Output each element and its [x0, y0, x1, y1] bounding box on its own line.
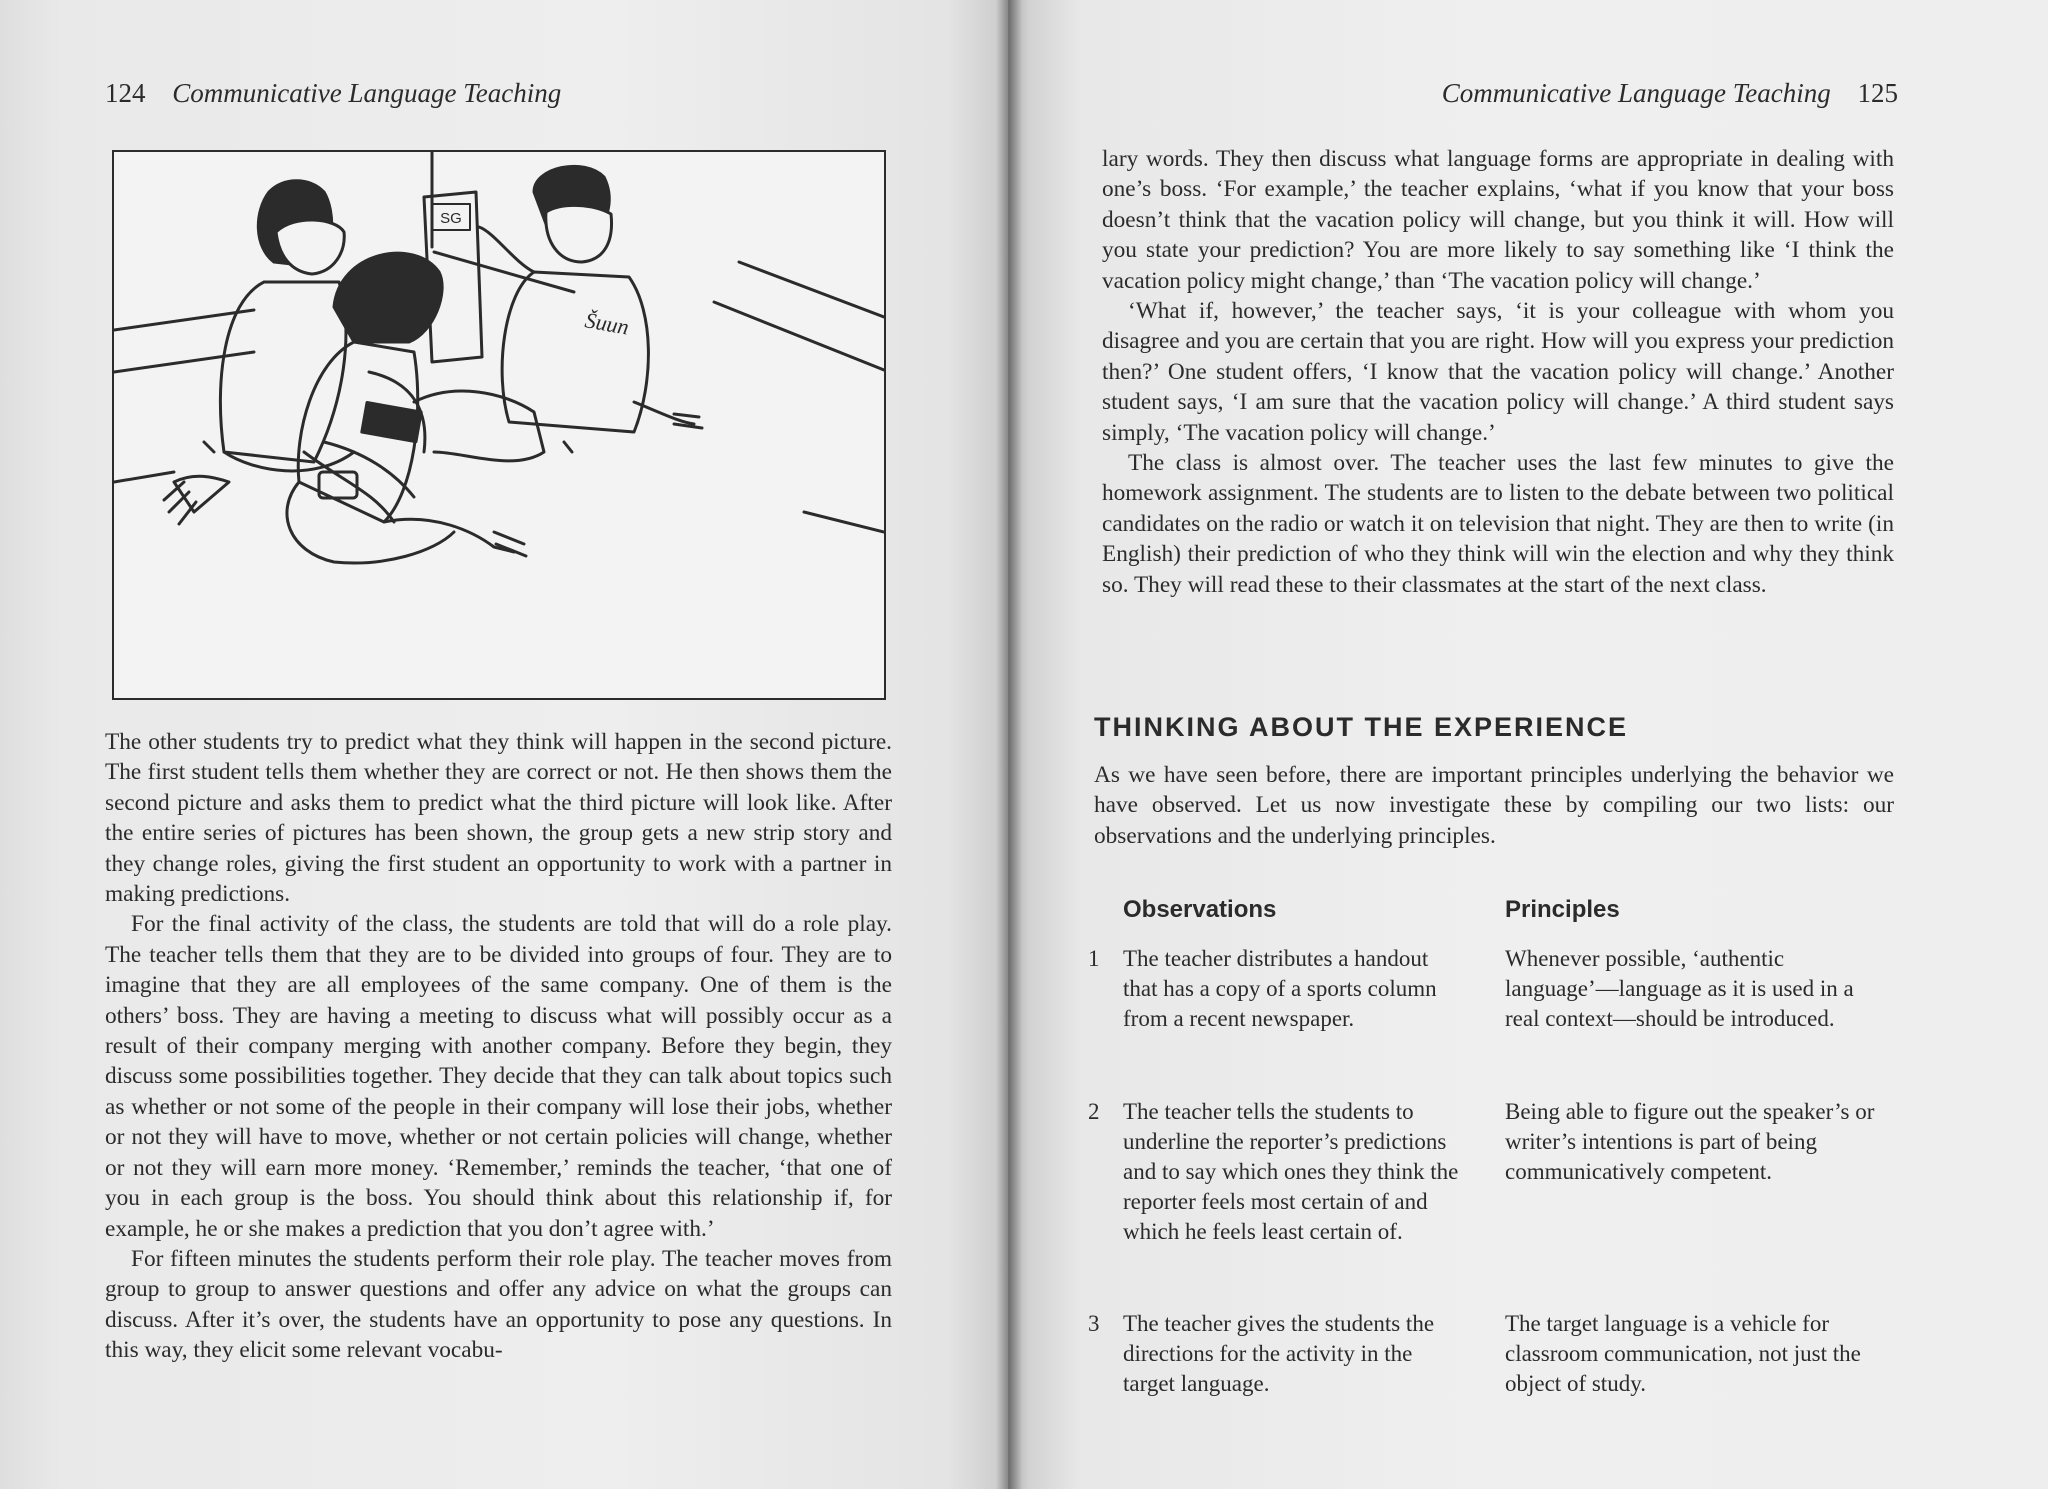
paragraph: For fifteen minutes the students perform their role play. The teacher moves from group to group to answer questions and offer any advice on what the groups can discuss. After it’s over, the students have an opportunity to pose any questions. In this way, they elicit some relevant vocabu-	[105, 1245, 892, 1364]
observation-text: The teacher distributes a handout that has a copy of a sports column from a recent newspaper.	[1123, 946, 1437, 1031]
principle-text: Whenever possible, ‘authentic language’—language as it is used in a real context—should be introduced.	[1505, 946, 1854, 1031]
page-number: 125	[1857, 78, 1898, 108]
intro-paragraph	[1094, 760, 1894, 851]
item-number: 2	[1088, 1099, 1100, 1124]
left-body-text	[105, 727, 892, 1366]
paragraph: The other students try to predict what they think will happen in the second picture. The first student tells them whether they are correct or not. He then shows them the second picture and asks them to predict what the third picture will look like. After the entire series of pictures has been shown, the group gets a new strip story and they change roles, giving the first student an opportunity to work with a partner in making predictions.	[105, 729, 892, 908]
classroom-illustration	[112, 150, 886, 700]
principles-header: Principles	[1505, 896, 1620, 923]
observation-text: The teacher tells the students to underline the reporter’s predictions and to say which ones they think the reporter feels most certain of and which he feels least certain of.	[1123, 1099, 1459, 1244]
observation-item	[1088, 1097, 1468, 1247]
right-page	[1008, 0, 2048, 1489]
paragraph: As we have seen before, there are important principles underlying the behavior we have observed. Let us now investigate these by compiling our two lists: our observations and the underlying principles.	[1094, 762, 1894, 849]
observation-text: The teacher gives the students the directions for the activity in the target language.	[1123, 1311, 1435, 1396]
paragraph: The class is almost over. The teacher uses the last few minutes to give the homework assignment. The students are to listen to the debate between two political candidates on the radio or watch it on television that night. They are then to write (in English) their prediction of who they think will win the election and why they think so. They will read these to their classmates at the start of the next class.	[1102, 450, 1894, 598]
running-title: Communicative Language Teaching	[1441, 78, 1831, 108]
left-page	[0, 0, 1008, 1489]
observation-item	[1088, 944, 1468, 1034]
paragraph: lary words. They then discuss what language forms are appropriate in dealing with one’s boss. ‘For example,’ the teacher explains, ‘what if you know that your boss doesn’t think that the vacation policy will change, but you think it will. How will you state your prediction? You are more likely to say something like ‘I think the vacation policy might change,’ than ‘The vacation policy will change.’	[1102, 146, 1894, 294]
paragraph: For the final activity of the class, the students are told that will do a role play. The teacher tells them that they are to be divided into groups of four. They are to imagine that they are all employees of the same company. One of them is the others’ boss. They are having a meeting to discuss what will possibly occur as a result of their company merging with another company. Before they begin, they discuss some possibilities together. They decide that they can talk about topics such as whether or not some of the people in their company will lose their jobs, whether or not they will have to move, whether or not certain policies will change, whether or not they will earn more money. ‘Remember,’ reminds the teacher, ‘that one of you in each group is the boss. You should think about this relationship if, for example, he or she makes a prediction that you don’t agree with.’	[105, 911, 892, 1242]
running-head-left	[105, 78, 561, 109]
sweatshirt-label: Šuun	[583, 307, 631, 340]
card-label: SG	[440, 210, 462, 227]
observation-item	[1088, 1309, 1468, 1399]
principle-text: Being able to figure out the speaker’s or writer’s intentions is part of being communicatively competent.	[1505, 1099, 1875, 1184]
observations-header: Observations	[1123, 896, 1277, 923]
right-body-text	[1102, 144, 1894, 600]
page-number: 124	[105, 78, 146, 108]
book-spine-shadow	[996, 0, 1022, 1489]
running-head-right	[1442, 78, 1898, 109]
item-number: 1	[1088, 946, 1100, 971]
paragraph: ‘What if, however,’ the teacher says, ‘it is your colleague with whom you disagree and you are certain that you are right. How will you express your prediction then?’ One student offers, ‘I know that the vacation policy will change.’ Another student says, ‘I am sure that the vacation policy will change.’ A third student says simply, ‘The vacation policy will change.’	[1102, 298, 1894, 446]
running-title: Communicative Language Teaching	[172, 78, 562, 108]
section-heading: THINKING ABOUT THE EXPERIENCE	[1094, 712, 1629, 742]
principle-text: The target language is a vehicle for classroom communication, not just the object of study.	[1505, 1311, 1861, 1396]
item-number: 3	[1088, 1311, 1100, 1336]
